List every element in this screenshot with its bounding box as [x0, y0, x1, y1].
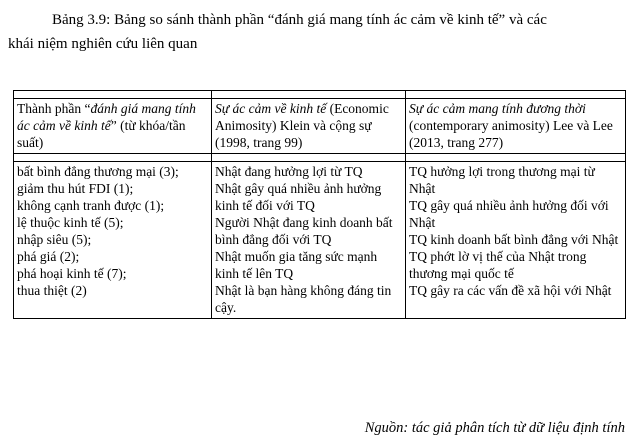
spacer-cell	[212, 154, 406, 162]
spacer-cell	[212, 91, 406, 99]
keywords-cell	[14, 162, 212, 319]
keyword-item: nhập siêu (5);	[17, 232, 92, 247]
economic-animosity-item: Nhật là bạn hàng không đáng tin cậy.	[215, 283, 392, 315]
contemporary-animosity-item: TQ gây ra các vấn đề xã hội với Nhật	[409, 283, 612, 298]
header-contemporary-animosity-ref: (contemporary animosity) Lee và Lee (2013, trang 277)	[409, 118, 613, 150]
table-body-row	[14, 162, 626, 319]
comparison-table	[13, 90, 626, 319]
header-component-term: đánh giá mang tính ác cảm về kinh tế	[17, 101, 196, 133]
header-component-prefix: Thành phần “	[17, 101, 91, 116]
keyword-item: giảm thu hút FDI (1);	[17, 181, 134, 196]
contemporary-animosity-item: TQ kinh doanh bất bình đẳng với Nhật	[409, 232, 619, 247]
spacer-cell	[406, 154, 626, 162]
header-component-suffix: ” (từ khóa/tần suất)	[17, 118, 186, 150]
keyword-item: phá giá (2);	[17, 249, 80, 264]
economic-animosity-item: Nhật gây quá nhiều ảnh hưởng kinh tế đối với TQ	[215, 181, 382, 213]
header-contemporary-animosity-title: Sự ác cảm mang tính đương thời	[409, 101, 586, 116]
economic-animosity-item: Nhật đang hưởng lợi từ TQ	[215, 164, 363, 179]
table-header-row	[14, 99, 626, 154]
contemporary-animosity-item: TQ phớt lờ vị thế của Nhật trong thương mại quốc tế	[409, 249, 587, 281]
keyword-item: bất bình đẳng thương mại (3);	[17, 164, 179, 179]
header-economic-animosity-ref: (Economic Animosity) Klein và cộng sự (1998, trang 99)	[215, 101, 389, 150]
spacer-cell	[14, 91, 212, 99]
header-economic-animosity-title: Sự ác cảm về kinh tế	[215, 101, 327, 116]
caption-line-2: khái niệm nghiên cứu liên quan	[8, 36, 198, 52]
spacer-cell	[406, 91, 626, 99]
contemporary-animosity-item: TQ gây quá nhiều ảnh hưởng đối với Nhật	[409, 198, 609, 230]
economic-animosity-item: Nhật muốn gia tăng sức mạnh kinh tế lên TQ	[215, 249, 378, 281]
keyword-item: phá hoại kinh tế (7);	[17, 266, 127, 281]
keyword-item: không cạnh tranh được (1);	[17, 198, 165, 213]
header-cell-component	[14, 99, 212, 154]
spacer-cell	[14, 154, 212, 162]
economic-animosity-items-cell	[212, 162, 406, 319]
header-cell-contemporary-animosity	[406, 99, 626, 154]
table-middle-spacer	[14, 154, 626, 162]
table-caption	[8, 8, 632, 56]
contemporary-animosity-item: TQ hưởng lợi trong thương mại từ Nhật	[409, 164, 595, 196]
keyword-item: thua thiệt (2)	[17, 283, 87, 298]
source-note: Nguồn: tác giả phân tích từ dữ liệu định tính	[364, 420, 625, 436]
economic-animosity-item: Người Nhật đang kinh doanh bất bình đẳng đối với TQ	[215, 215, 393, 247]
caption-line-1: Bảng 3.9: Bảng so sánh thành phần “đánh giá mang tính ác cảm về kinh tế” và các	[52, 12, 547, 28]
keyword-item: lệ thuộc kinh tế (5);	[17, 215, 124, 230]
table-top-spacer	[14, 91, 626, 99]
header-cell-economic-animosity	[212, 99, 406, 154]
contemporary-animosity-items-cell	[406, 162, 626, 319]
